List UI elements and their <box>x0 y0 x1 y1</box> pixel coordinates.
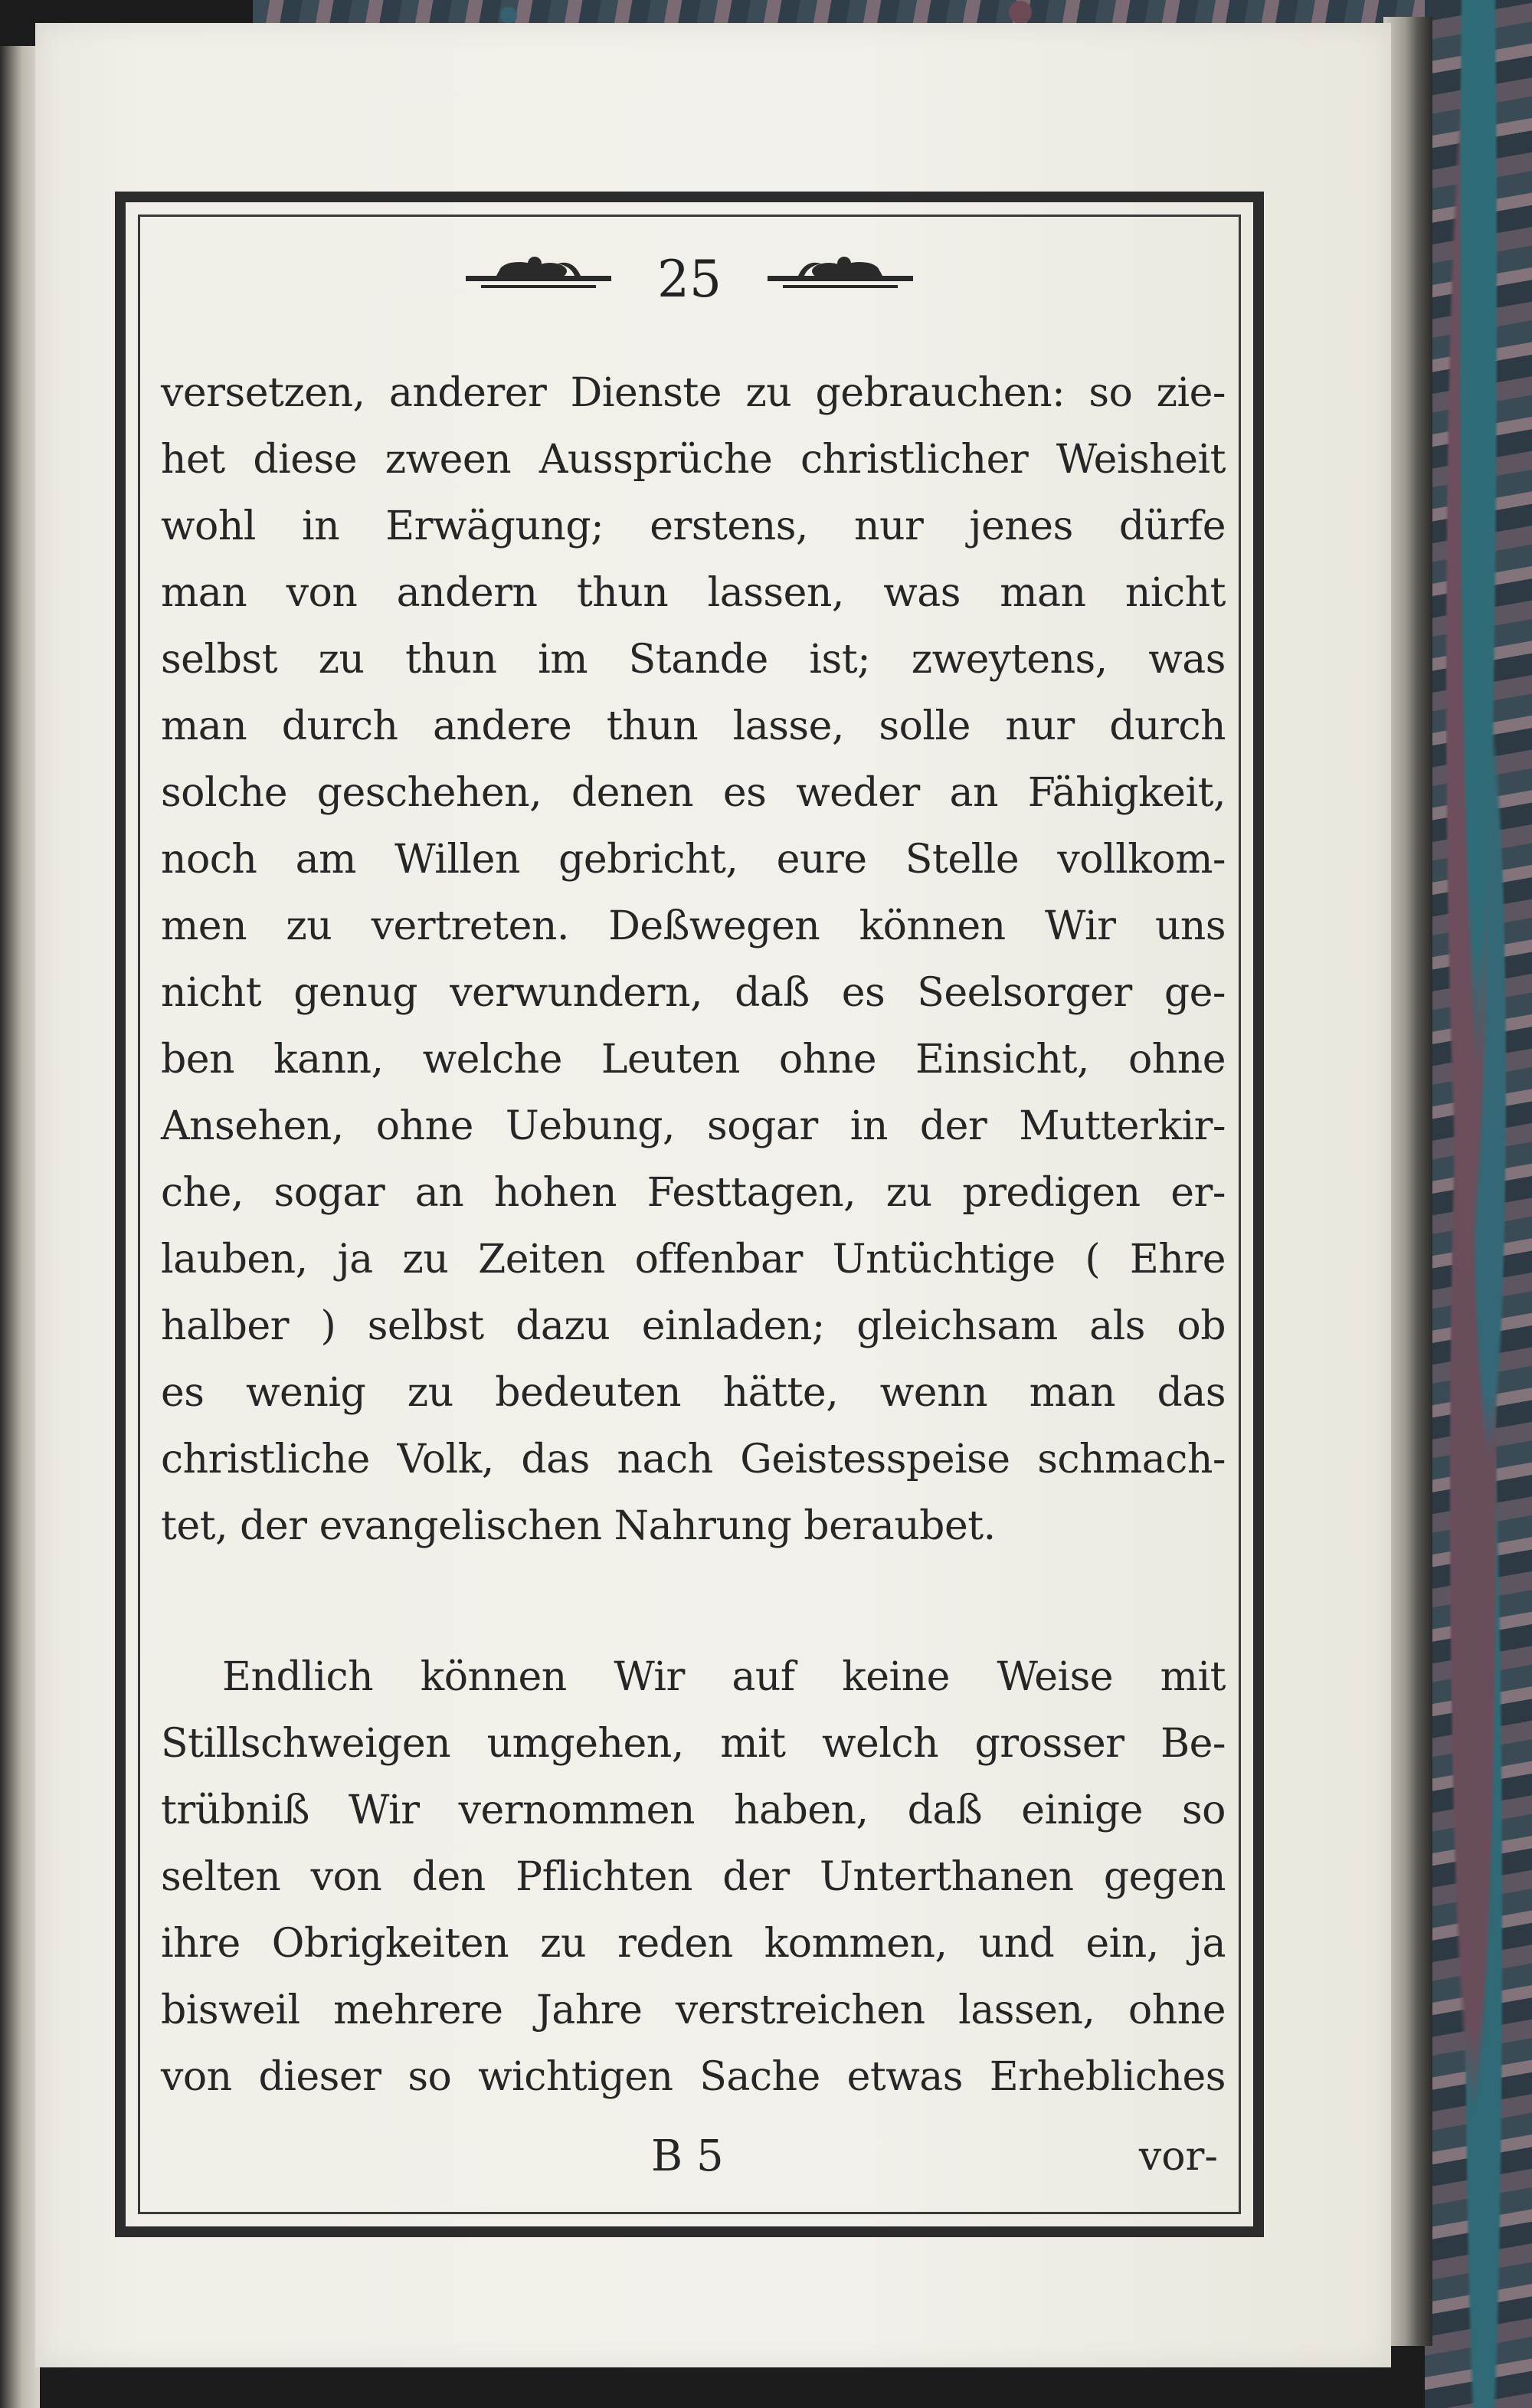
text-line: selbst zu thun im Stande ist; zweytens, was <box>161 637 1226 683</box>
text-line: het diese zween Aussprüche christlicher Weisheit <box>161 437 1226 483</box>
fleuron-ornament-icon <box>768 253 913 306</box>
running-header <box>138 245 1241 314</box>
text-line: Endlich können Wir auf keine Weise mit <box>222 1654 1226 1700</box>
text-line: selten von den Pflichten der Unterthanen gegen <box>161 1854 1226 1900</box>
text-line: che, sogar an hohen Festtagen, zu predigen er- <box>161 1170 1226 1216</box>
text-line: ben kann, welche Leuten ohne Einsicht, ohne <box>161 1037 1226 1083</box>
text-line: Stillschweigen umgehen, mit welch grosser Be- <box>161 1721 1226 1767</box>
text-line: men zu vertreten. Deßwegen können Wir uns <box>161 903 1226 949</box>
fleuron-ornament-icon <box>466 253 611 306</box>
paragraph-gap <box>161 1560 1226 1644</box>
text-line: ihre Obrigkeiten zu reden kommen, und ein, ja <box>161 1921 1226 1967</box>
text-line: trübniß Wir vernommen haben, daß einige so <box>161 1787 1226 1833</box>
page-number: 25 <box>657 250 722 309</box>
text-line: von dieser so wichtigen Sache etwas Erhebliches <box>161 2054 1226 2100</box>
text-line: halber ) selbst dazu einladen; gleichsam als ob <box>161 1303 1226 1349</box>
text-line: man von andern thun lassen, was man nicht <box>161 570 1226 616</box>
text-line: Ansehen, ohne Uebung, sogar in der Mutterkir- <box>161 1103 1226 1149</box>
text-line: man durch andere thun lasse, solle nur durch <box>161 703 1226 749</box>
page-footer <box>161 2122 1226 2191</box>
catchword: vor- <box>1138 2134 1218 2180</box>
text-line: noch am Willen gebricht, eure Stelle vollkom- <box>161 837 1226 883</box>
printer-signature: B 5 <box>651 2131 724 2181</box>
body-text <box>161 360 1226 2111</box>
text-line: tet, der evangelischen Nahrung beraubet. <box>161 1503 996 1549</box>
text-line: lauben, ja zu Zeiten offenbar Untüchtige ( Ehre <box>161 1237 1226 1283</box>
paragraph-1 <box>161 360 1226 1560</box>
text-line: es wenig zu bedeuten hätte, wenn man das <box>161 1370 1226 1416</box>
marbled-cover-right <box>1425 0 1532 2408</box>
text-line: versetzen, anderer Dienste zu gebrauchen: so zie- <box>161 370 1226 416</box>
text-line: bisweil mehrere Jahre verstreichen lassen, ohne <box>161 1987 1226 2033</box>
left-leaf <box>0 46 40 2408</box>
text-line: nicht genug verwundern, daß es Seelsorger ge- <box>161 970 1226 1016</box>
text-line: wohl in Erwägung; erstens, nur jenes dürfe <box>161 503 1226 549</box>
text-line: solche geschehen, denen es weder an Fähigkeit, <box>161 770 1226 816</box>
paragraph-2 <box>161 1644 1226 2111</box>
text-line: christliche Volk, das nach Geistesspeise schmach- <box>161 1437 1226 1482</box>
